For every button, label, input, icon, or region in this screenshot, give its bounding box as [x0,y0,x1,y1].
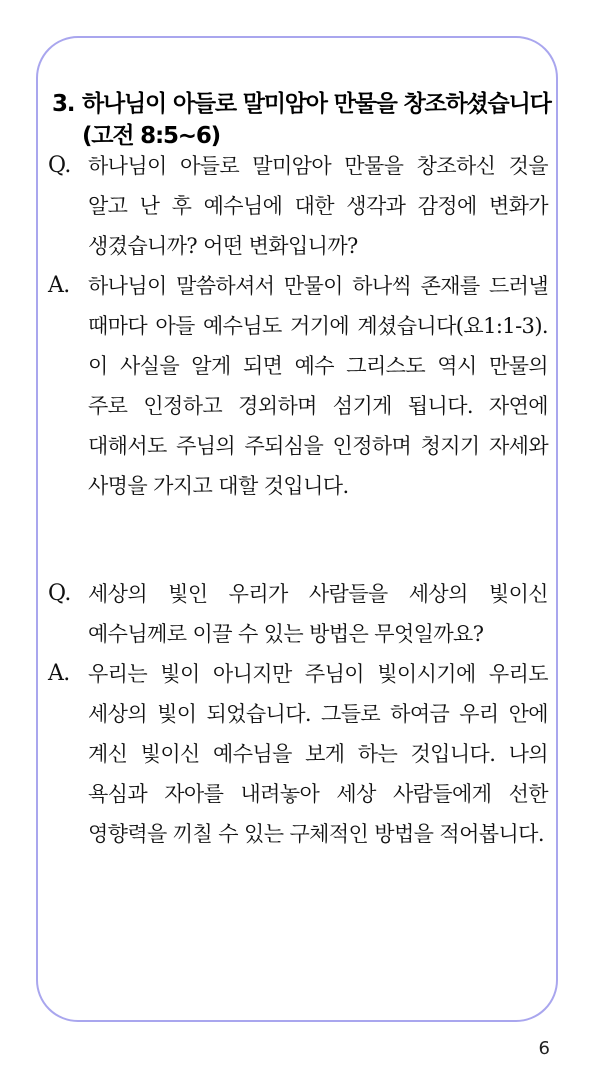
answer-item [48,266,548,506]
question-marker: Q. [48,581,71,606]
answer-marker: A. [48,273,70,298]
answer-marker: A. [48,661,70,686]
section-title: 하나님이 아들로 말미암아 만물을 창조하셨습니다 [82,91,551,117]
scripture-reference: (고전 8:5~6) [82,123,220,149]
question-item [48,146,548,266]
question-item [48,574,548,654]
section-heading [52,88,552,152]
answer-text: 하나님이 말씀하셔서 만물이 하나씩 존재를 드러낼 때마다 아들 예수님도 거기에 계셨습니다(요1:1-3). 이 사실을 알게 되면 예수 그리스도 역시 만물의 주로 인정하고 경외하며 섬기게 됩니다. 자연에 대해서도 주님의 주되심을 인정하며 청지기 자세와 사명을 가지고 대할 것입니다. [88,274,548,498]
question-text: 하나님이 아들로 말미암아 만물을 창조하신 것을 알고 난 후 예수님에 대한 생각과 감정에 변화가 생겼습니까? 어떤 변화입니까? [88,154,548,258]
answer-text: 우리는 빛이 아니지만 주님이 빛이시기에 우리도 세상의 빛이 되었습니다. 그들로 하여금 우리 안에 계신 빛이신 예수님을 보게 하는 것입니다. 나의 욕심과 자아를 내려놓아 세상 사람들에게 선한 영향력을 끼칠 수 있는 구체적인 방법을 적어봅니다. [88,662,548,846]
question-marker: Q. [48,153,71,178]
question-text: 세상의 빛인 우리가 사람들을 세상의 빛이신 예수님께로 이끌 수 있는 방법은 무엇일까요? [88,582,548,646]
qa-block-2 [48,574,548,854]
qa-block-1 [48,146,548,506]
page-number: 6 [538,1038,550,1059]
section-number: 3. [52,91,75,117]
answer-item [48,654,548,854]
